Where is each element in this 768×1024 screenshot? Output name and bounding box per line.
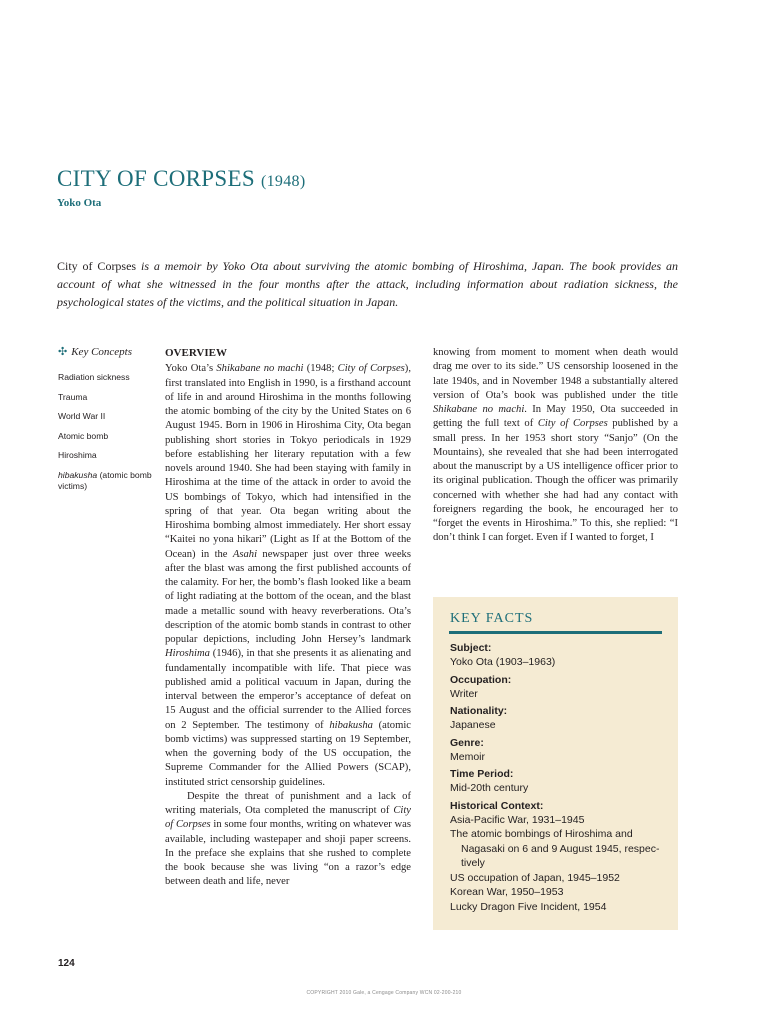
overview-heading: OVERVIEW — [165, 347, 227, 359]
text-run: newspaper just over three weeks after the blast was among the first published accounts of the calamity. For her, the bomb’s flash looked like a beam of light radiating at the bottom of the ocean, and the blast made a metallic sound with heavy reverberations. Ota’s description of the atomic bomb stands in contrast to other popular depictions, including John Hersey’s landmark — [165, 548, 411, 645]
intro-text: is a memoir by Yoko Ota about surviving the atomic bombing of Hiroshima, Japan. The book provides an account of what she witnessed in the four months after the attack, including information about radiation sickness, the psychological states of the victims, and the political situation in Japan. — [57, 259, 678, 309]
key-concepts-list — [58, 372, 154, 500]
key-concepts-label: Key Concepts — [71, 346, 133, 358]
key-concept-term: hibakusha — [58, 469, 98, 480]
overview-paragraph-2 — [165, 790, 411, 890]
key-fact-label: Genre: — [450, 736, 484, 749]
key-fact-value: Japanese — [450, 719, 496, 731]
key-fact-value: Writer — [450, 687, 478, 700]
key-concept-item: Hiroshima — [58, 450, 97, 460]
copyright-footer: COPYRIGHT 2010 Gale, a Cengage Company WCN 02-200-210 — [306, 990, 462, 996]
page-number: 124 — [58, 958, 75, 969]
key-facts-box — [433, 597, 678, 930]
key-fact-value-line: The atomic bombings of Hiroshima and — [450, 828, 633, 840]
italic-run: hibakusha — [329, 719, 373, 731]
italic-run: Asahi — [232, 548, 258, 560]
key-facts-divider — [449, 631, 662, 634]
text-run: in some four months, writing on whatever was available, including wastepaper and shoji paper screens. In the preface she explains that she rushed to complete the book because she was living “on a razor’s edge between death and life, never — [165, 819, 411, 888]
overview-paragraph-1 — [165, 362, 411, 790]
text-run: knowing from moment to moment when death would drag me over to its side.” US censorship loosened in the late 1940s, and in November 1948 a substantially altered version of Ota’s book was published under the title — [433, 347, 678, 401]
key-concept-item: World War II — [58, 411, 106, 421]
key-fact-value: Yoko Ota (1903–1963) — [450, 656, 556, 668]
italic-run: Hiroshima — [165, 648, 210, 660]
key-fact-label: Time Period: — [450, 768, 514, 780]
key-concept-item: Trauma — [58, 391, 88, 402]
key-fact-value: US occupation of Japan, 1945–1952 — [450, 871, 620, 884]
key-concept-item: Atomic bomb — [58, 430, 109, 441]
key-fact-value-line: tively — [461, 857, 485, 869]
author-name: Yoko Ota — [57, 197, 102, 209]
key-fact-label: Occupation: — [450, 673, 512, 686]
key-fact-value: Asia-Pacific War, 1931–1945 — [450, 813, 585, 826]
text-run: . In May 1950, Ota succeeded in getting the full text of — [433, 404, 678, 430]
key-facts-list — [450, 642, 665, 918]
intro-summary — [57, 257, 678, 311]
key-concept-item-hibakusha — [58, 470, 154, 492]
key-fact-value: Mid-20th century — [450, 782, 529, 794]
text-run: Despite the threat of punishment and a lack of writing materials, Ota completed the manuscript of — [165, 790, 411, 816]
article-title — [57, 166, 305, 192]
key-facts-heading: KEY FACTS — [450, 611, 534, 626]
text-run: Yoko Ota’s — [165, 363, 217, 375]
italic-run: City of Corpses — [165, 805, 411, 831]
text-run: (1946), in that she presents it as alienating and fundamentally incompatible with life. That piece was published amid a political vacuum in Japan, during the interval between the emperor’s acceptance of defeat on 15 August and the official surrender to the Allied forces on 2 September. The testimony of — [165, 648, 411, 731]
overview-paragraph-3 — [433, 346, 678, 546]
key-concept-gloss: (atomic bomb victims) — [58, 469, 152, 491]
key-fact-item — [450, 674, 665, 702]
text-run: ), first translated into English in 1990, is a firsthand account of life in and around Hiroshima in the months following the atomic bombing of the city by the United States on 6 August 1945. Born in 1906 in Hiroshima City, Ota began publishing short stories in Tokyo periodicals in 1929 before establishing her literary reputation with a few novels around 1940. She had been staying with family in Hiroshima at the time of the attack in order to avoid the US bombings of Tokyo, which had intensified in the spring of that year. Ota began writing about the Hiroshima bombing almost immediately. Her short essay “Kaitei no yona hikari” (Light as If at the Bottom of the Ocean) in the — [165, 363, 411, 560]
text-column-left — [165, 346, 411, 890]
key-fact-value: Memoir — [450, 750, 486, 763]
italic-run: Shikabane no machi — [216, 363, 304, 375]
key-fact-value: Lucky Dragon Five Incident, 1954 — [450, 900, 607, 913]
key-fact-value-line: Nagasaki on 6 and 9 August 1945, respec- — [461, 842, 660, 855]
text-run: published by a small press. In her 1953 short story “Sanjo” (On the Mountains), she revealed that she had been interrogated about the manuscript by a US intelligence officer prior to its original publication. Though the officer was primarily concerned with whether she had had any contact with foreigners regarding the book, he encouraged her to “forget the events in Hiroshima.” To this, she replied: “I don’t think I can forget. Even if I wanted to forget, I — [433, 418, 679, 544]
key-fact-item — [450, 705, 665, 733]
italic-run: City of Corpses — [337, 363, 405, 375]
key-fact-value: Korean War, 1950–1953 — [450, 886, 564, 898]
key-concepts-heading — [58, 345, 132, 358]
text-run: (atomic bomb victims) was suppressed starting on 19 September, when the governing body of the US occupation, the Supreme Commander for the Allied Powers (SCAP), instituted strict censorship guidelines. — [165, 719, 411, 788]
key-concepts-icon: ✣ — [58, 346, 68, 358]
key-fact-label: Historical Context: — [450, 799, 544, 812]
title-text: CITY OF CORPSES — [57, 166, 255, 191]
key-fact-item — [450, 768, 665, 796]
key-fact-label: Nationality: — [450, 705, 508, 717]
text-column-right — [433, 346, 678, 546]
title-year: (1948) — [261, 173, 306, 190]
key-fact-value — [450, 827, 665, 871]
key-fact-item — [450, 642, 665, 670]
key-fact-item — [450, 800, 665, 915]
italic-run: City of Corpses — [537, 418, 608, 430]
key-fact-label: Subject: — [450, 642, 492, 654]
italic-run: Shikabane no machi — [433, 404, 525, 415]
key-concept-item: Radiation sickness — [58, 372, 130, 382]
text-run: (1948; — [303, 363, 338, 375]
intro-lead: City of Corpses — [57, 259, 137, 273]
key-fact-item — [450, 737, 665, 765]
